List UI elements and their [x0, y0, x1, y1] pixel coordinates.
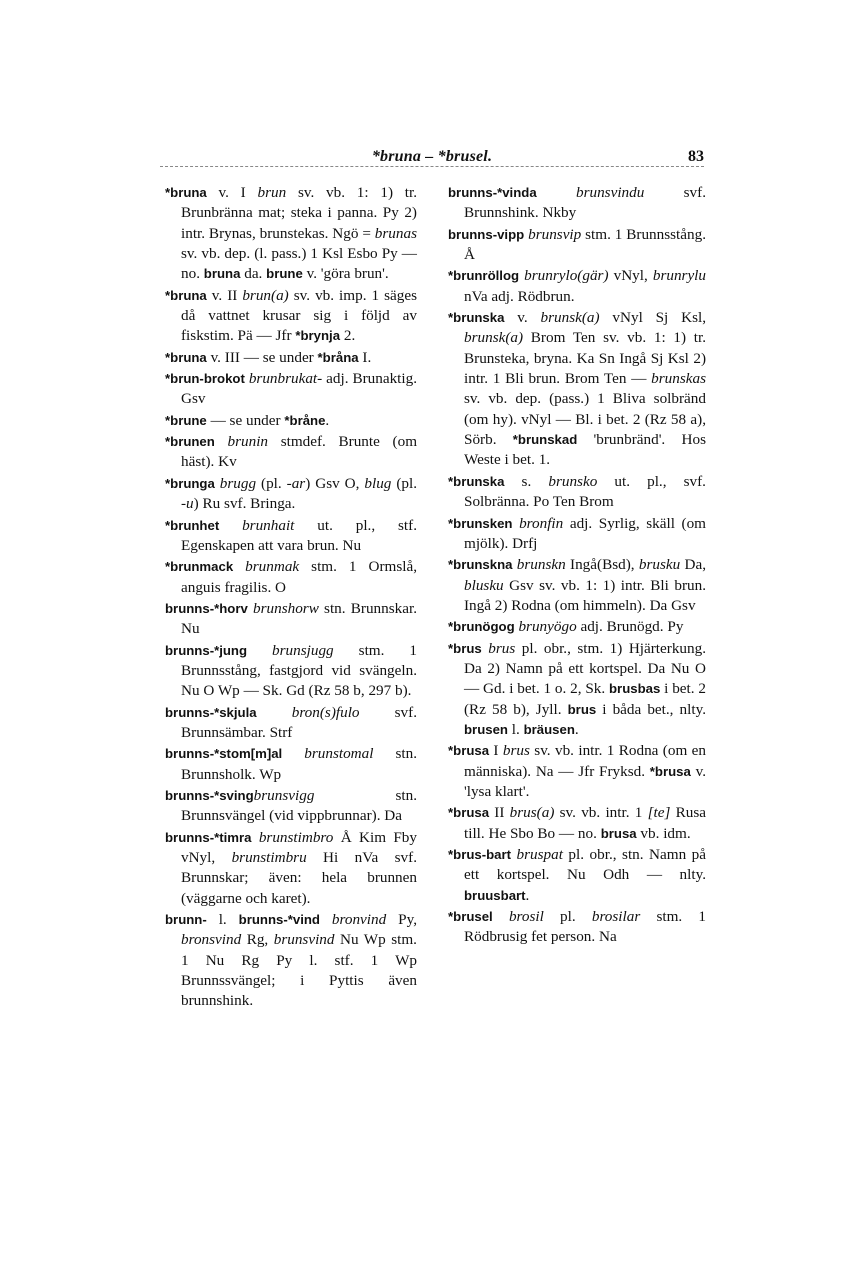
entry-text: i båda bet., nlty.: [596, 700, 706, 718]
entry-text: vNyl,: [608, 267, 653, 285]
entry-text: [257, 704, 292, 721]
headword: *brunmack: [165, 559, 234, 575]
entry-text: 2.: [340, 327, 356, 345]
dictionary-entry: [165, 557, 417, 598]
entry-text: ) Ru svf. Bringa.: [193, 495, 296, 513]
dialect-form: brun(a): [242, 286, 289, 304]
headword: brunns-*vind: [238, 912, 320, 928]
entry-text: [219, 517, 242, 534]
running-head: [160, 148, 704, 172]
dialect-form: brunsvigg: [253, 786, 315, 804]
entry-text: pl. obr., stm. 1) Hjärterkung. Da 2) Namn på ett kortspel. Da Nu O — Gd. i bet. 1 o. 2, Sk.: [464, 639, 706, 698]
dialect-form: brunsjugg: [272, 641, 334, 659]
entry-text: stn. Brunnskar. Nu: [181, 599, 417, 638]
dictionary-entry: [165, 910, 417, 1012]
entry-text: [282, 745, 304, 762]
entry-text: ut. pl., svf. Solbränna. Po Ten Brom: [464, 472, 706, 511]
dialect-form: brugg: [219, 474, 257, 492]
entry-text: da.: [240, 265, 267, 283]
entry-text: I: [489, 742, 503, 760]
headword: *bråne: [284, 412, 326, 428]
dialect-form: brunrylu: [652, 267, 706, 285]
dictionary-entry: [165, 286, 417, 347]
headword: bruna: [203, 266, 241, 282]
dictionary-entry: [448, 472, 706, 513]
dictionary-entry: [448, 741, 706, 802]
entry-text: i bet. 2 (Rz 58 b), Jyll.: [464, 680, 706, 718]
dialect-form: brunsk(a): [464, 329, 524, 347]
entry-text: adj. Brunögd. Py: [576, 618, 684, 636]
dialect-form: brus: [502, 742, 530, 760]
entry-text: stm. 1 Ormslå, anguis fragilis. O: [181, 558, 418, 596]
entry-text: sv. vb. intr. 1: [554, 804, 648, 822]
entry-text: sv. vb. imp. 1 säges då vattnet krusar sig i följd av fiskstim. Pä — Jfr: [181, 286, 417, 345]
headword: *brunska: [448, 473, 505, 489]
headword: brunns-vipp: [448, 226, 525, 242]
dialect-form: bronvind: [331, 911, 387, 929]
dialect-form: brunsko: [548, 472, 598, 490]
dictionary-entry: [448, 308, 706, 471]
entry-text: 'brunbränd'. Hos Weste i bet. 1.: [464, 431, 706, 469]
dictionary-entry: [448, 803, 706, 844]
headword: *brunsken: [448, 515, 513, 531]
headword: bräusen: [523, 721, 575, 737]
dialect-form: blug: [364, 474, 392, 492]
entry-text: v. I: [206, 184, 258, 201]
dictionary-entry: [448, 514, 706, 555]
dictionary-entry: [448, 183, 706, 224]
headword: *brunröllog: [448, 268, 520, 284]
dialect-form: brunbrukat-: [248, 370, 323, 388]
headword: brusbas: [609, 681, 661, 697]
headword: brusa: [600, 825, 637, 841]
dialect-form: brunstimbru: [231, 849, 307, 866]
dialect-form: brunrylo(gär): [524, 267, 609, 285]
headword: brunns-*jung: [165, 642, 248, 658]
headword: *brune: [165, 412, 207, 428]
entry-text: .: [325, 411, 330, 429]
entry-text: sv. vb. intr. 1 Rodna (om en människa). Na — Jfr Fryksd.: [464, 742, 706, 780]
entry-text: .: [574, 720, 579, 738]
dialect-form: brusku: [638, 556, 681, 574]
page-number: 83: [688, 148, 704, 165]
dialect-form: brunhait: [242, 516, 295, 534]
entry-text: v.: [504, 309, 541, 327]
headword: *brusa: [448, 743, 490, 759]
entry-text: [247, 642, 272, 659]
headword: brunns-*vinda: [448, 185, 537, 200]
entry-text: l.: [507, 720, 524, 738]
dictionary-entry: [165, 411, 417, 431]
headword: *bruna: [165, 287, 207, 303]
dialect-form: brunin: [227, 433, 269, 451]
dialect-form: brosilar: [591, 908, 641, 926]
dialect-form: brunsvindu: [575, 184, 645, 201]
dictionary-entry: [448, 845, 706, 906]
entry-text: v. III — se under: [206, 348, 318, 366]
entry-text: svf. Brunnsämbar. Strf: [181, 703, 417, 741]
entry-text: sv. vb. dep. (pass.) 1 Bliva solbränd (om hy). vNyl — Bl. i bet. 2 (Rz 58 a), Sörb.: [464, 390, 706, 449]
dialect-form: brosil: [508, 908, 544, 926]
dialect-form: bruspat: [516, 846, 563, 863]
entry-text: Nu Wp stm. 1 Nu Rg Py l. stf. 1 Wp Brunnssvängel; i Pyttis även brunnshink.: [181, 931, 417, 1010]
entry-text: v. II: [206, 286, 243, 304]
dictionary-entry: [165, 641, 417, 702]
entry-text: l.: [206, 911, 239, 929]
left-column: [165, 183, 417, 1013]
dictionary-entry: [165, 474, 417, 515]
entry-text: Hi nVa svf. Brunnskar; även: hela brunnen (väggarne och karet).: [181, 849, 417, 907]
headword: *bruna: [165, 185, 207, 200]
dialect-form: brun: [257, 184, 287, 201]
entry-text: vNyl Sj Ksl,: [599, 309, 707, 327]
headword: brus: [567, 701, 597, 717]
dialect-form: brunas: [374, 224, 417, 242]
dialect-form: brunyögo: [518, 618, 577, 636]
dialect-form: brunsvind: [273, 931, 335, 949]
dictionary-entry: [165, 703, 417, 744]
dictionary-entry: [165, 516, 417, 557]
headword: brune: [266, 266, 303, 282]
entry-text: stmdef. Brunte (om häst). Kv: [181, 433, 418, 471]
dialect-form: [te]: [647, 804, 671, 822]
headword: *brunga: [165, 475, 215, 491]
entry-text: Rusa till. He Sbo Bo — no.: [464, 804, 706, 842]
dialect-form: brunskn: [516, 556, 566, 574]
entry-text: Å Kim Fby vNyl,: [181, 828, 417, 866]
dictionary-entry: [165, 744, 417, 785]
entry-text: Brom Ten sv. vb. 1: 1) tr. Brunsteka, bryna. Ka Sn Ingå Sj Ksl 2) intr. 1 Bli brun. Brom Ten —: [464, 329, 706, 388]
dictionary-entry: [165, 828, 417, 909]
dictionary-entry: [448, 639, 706, 741]
entry-text: (pl.: [256, 474, 287, 492]
entry-text: ) Gsv O,: [305, 474, 365, 492]
headword: *brus-bart: [448, 847, 512, 862]
entry-text: vb. idm.: [636, 824, 691, 842]
dialect-form: brunmak: [245, 558, 300, 576]
header-rule: [160, 166, 704, 167]
entry-text: [537, 184, 576, 201]
dialect-form: bronfin: [519, 514, 564, 532]
headword: *brunskna: [448, 557, 513, 573]
entry-text: [251, 829, 258, 846]
entry-text: nVa adj. Rödbrun.: [464, 287, 575, 305]
running-head-title: *bruna – *brusel.: [371, 148, 493, 165]
headword: brunns-*horv: [165, 600, 248, 616]
entry-text: svf. Brunnshink. Nkby: [464, 184, 707, 222]
entry-text: adj. Brunaktig. Gsv: [181, 370, 418, 408]
entry-text: [320, 911, 332, 928]
dictionary-entry: [448, 266, 706, 307]
headword: *brunhet: [165, 517, 220, 533]
headword: *brusa: [649, 763, 691, 779]
dialect-form: brunstimbro: [258, 828, 334, 846]
dialect-form: -ar: [286, 474, 306, 492]
entry-text: sv. vb. dep. (l. pass.) 1 Ksl Esbo Py — no.: [181, 245, 417, 283]
entry-text: (pl.: [391, 474, 418, 492]
headword: *bruna: [165, 349, 207, 365]
dictionary-entry: [165, 432, 417, 473]
entry-text: v. 'lysa klart'.: [464, 762, 706, 800]
entry-text: Gsv sv. vb. 1: 1) intr. Bli brun. Ingå 2) Rodna (om himmeln). Da Gsv: [464, 576, 706, 614]
dictionary-entry: [448, 555, 706, 616]
entry-text: [493, 908, 509, 925]
entry-text: pl. obr., stn. Namn på ett kortspel. Nu Odh — nlty.: [464, 846, 706, 884]
dialect-form: brus: [488, 639, 516, 657]
entry-text: .: [525, 886, 530, 904]
headword: *bråna: [317, 349, 359, 365]
headword: *brusa: [448, 805, 490, 821]
dictionary-entry: [165, 599, 417, 640]
entry-text: ut. pl., stf. Egenskapen att vara brun. Nu: [181, 516, 417, 554]
headword: *brunskad: [512, 432, 578, 448]
headword: *brun-brokot: [165, 371, 245, 387]
entry-text: — se under: [206, 411, 285, 429]
dialect-form: brunsvip: [528, 225, 582, 243]
headword: brunns-*timra: [165, 829, 252, 845]
dictionary-entry: [448, 617, 706, 637]
entry-text: pl.: [543, 908, 592, 926]
entry-text: [215, 433, 228, 450]
entry-text: [233, 558, 245, 575]
dialect-form: brunskas: [651, 370, 706, 388]
headword: *brynja: [295, 328, 341, 344]
headword: brusen: [464, 721, 508, 737]
dialect-form: brus(a): [509, 804, 555, 822]
headword: *brunögog: [448, 619, 515, 635]
dictionary-entry: [448, 225, 706, 266]
entry-text: Py,: [386, 911, 417, 929]
dialect-form: -u: [181, 495, 194, 513]
headword: brunns-*stom[m]al: [165, 746, 283, 762]
entry-text: stm. 1 Brunnsstång, fastgjord vid svängeln. Nu O Wp — Sk. Gd (Rz 58 b, 297 b).: [181, 641, 417, 700]
dialect-form: bronsvind: [181, 931, 242, 949]
right-column: [448, 183, 706, 949]
dictionary-entry: [448, 907, 706, 948]
entry-text: Da,: [680, 556, 706, 574]
entry-text: stm. 1 Rödbrusig fet person. Na: [464, 908, 706, 946]
entry-text: stn. Brunnsholk. Wp: [181, 745, 417, 783]
entry-text: Ingå(Bsd),: [565, 556, 639, 574]
entry-text: stn. Brunnsvängel (vid vippbrunnar). Da: [181, 786, 417, 825]
entry-text: stm. 1 Brunnsstång. Å: [464, 225, 706, 264]
entry-text: sv. vb. 1: 1) tr. Brunbränna mat; steka i panna. Py 2) intr. Brynas, brunstekas. Ngö =: [181, 184, 418, 242]
entry-text: adj. Syrlig, skäll (om mjölk). Drfj: [464, 514, 706, 552]
dialect-form: brunshorw: [253, 599, 319, 617]
entry-text: I.: [358, 348, 372, 366]
headword: brunn-: [165, 912, 207, 928]
headword: *brunen: [165, 434, 215, 450]
entry-text: Rg,: [241, 931, 274, 949]
dialect-form: blusku: [464, 576, 504, 594]
dialect-form: brunstomal: [304, 745, 374, 763]
entry-text: s.: [504, 472, 549, 490]
headword: brunns-*skjula: [165, 704, 257, 720]
dictionary-entry: [165, 369, 417, 410]
dictionary-entry: [165, 786, 417, 827]
headword: *brus: [448, 640, 482, 656]
headword: bruusbart: [464, 887, 526, 903]
entry-text: v. 'göra brun'.: [302, 265, 389, 283]
dialect-form: bron(s)fulo: [291, 703, 360, 721]
entry-text: II: [489, 804, 510, 822]
headword: brunns-*sving: [165, 787, 254, 803]
dialect-form: brunsk(a): [540, 309, 600, 327]
dictionary-entry: [165, 348, 417, 368]
headword: *brusel: [448, 909, 493, 925]
dictionary-entry: [165, 183, 417, 285]
headword: *brunska: [448, 310, 505, 326]
